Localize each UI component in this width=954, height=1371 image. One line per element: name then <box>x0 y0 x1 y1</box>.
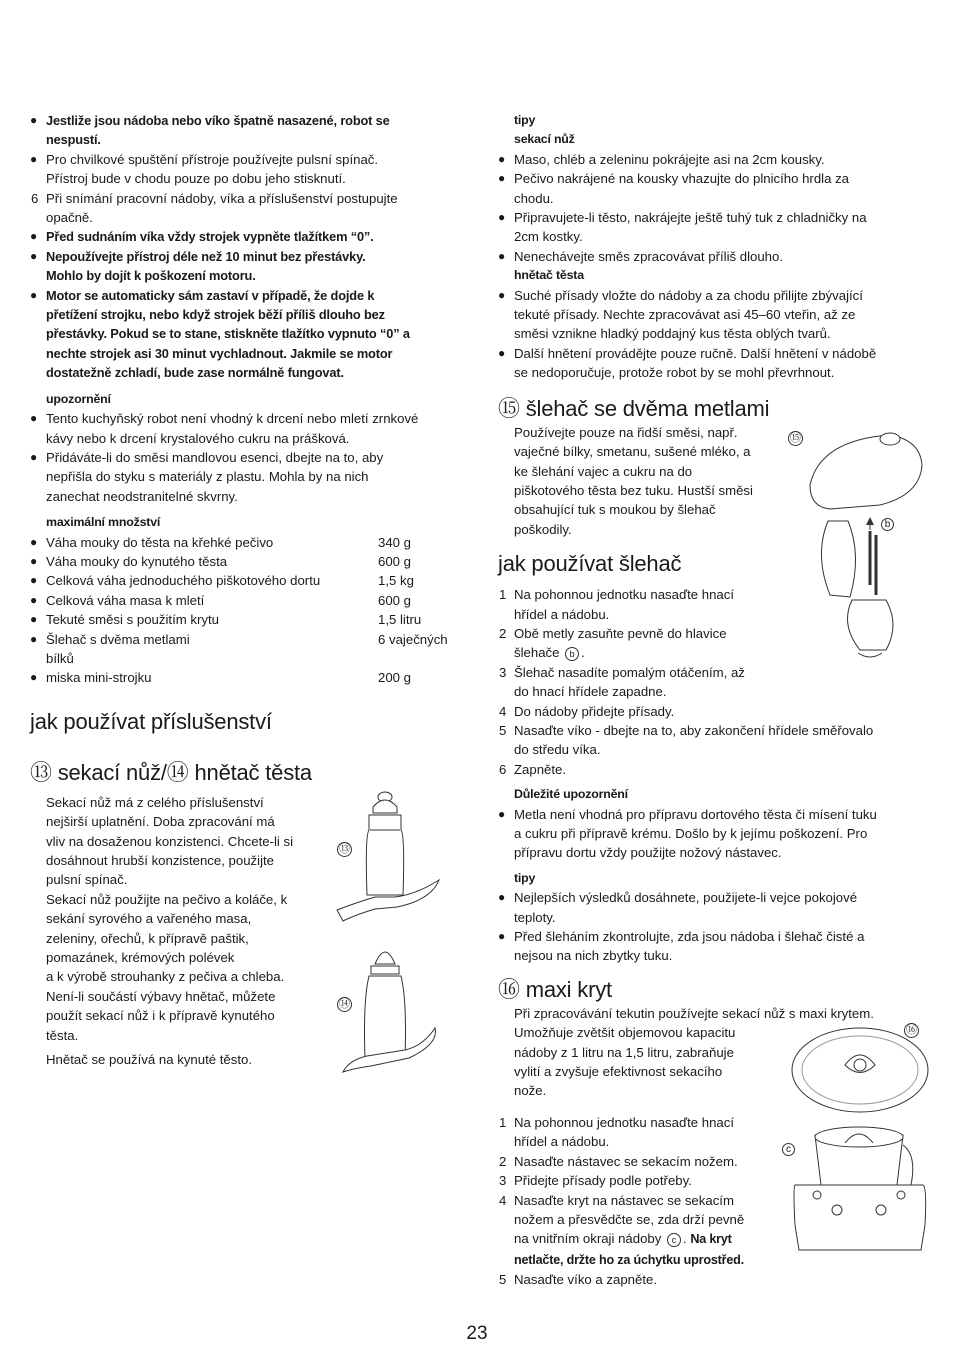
knife-tips-subheading: sekací nůž <box>514 132 575 147</box>
text-line: kávy nebo k drcení krystalového cukru na prášková. <box>46 430 350 446</box>
text-line: nejširší uplatnění. Doba zpracování má <box>46 814 275 830</box>
knife-text2: Hnětač se používá na kynuté těsto. <box>46 1052 252 1068</box>
bullet-icon: ● <box>498 287 506 302</box>
text-line: nespustí. <box>46 132 101 148</box>
text-line: sekání syrového a vařeného masa, <box>46 911 252 927</box>
step-number: 2 <box>499 1153 507 1169</box>
text-line: použít sekací nůž i k přípravě kynutého <box>46 1008 275 1024</box>
bullet-icon: ● <box>498 929 506 944</box>
bullet-icon: ● <box>30 449 38 464</box>
max-row <box>30 610 460 629</box>
text-line: Přidejte přísady podle potřeby. <box>514 1173 692 1189</box>
text-line: přípravu dortu vždy použijte nožový nástavec. <box>514 845 782 861</box>
knife-paragraph <box>46 793 320 1045</box>
text-line: šlehače <box>514 645 560 661</box>
text-line: vliv na dosaženou konzistenci. Chcete-li si <box>46 833 294 849</box>
list-item <box>498 805 923 863</box>
text-line: obsahující tuk s moukou by šlehač <box>514 502 716 518</box>
text-line: Přístroj bude v chodu pouze po dobu jeho stisknutí. <box>46 171 346 187</box>
step-number: 1 <box>499 587 507 603</box>
step-number: 6 <box>499 761 507 777</box>
list-item <box>30 227 460 246</box>
bullet-icon: ● <box>30 631 38 646</box>
bullet-icon: ● <box>30 411 38 426</box>
callout-14: ⑭ <box>339 998 350 1010</box>
text-line: nože. <box>514 1083 547 1099</box>
text-line: Před sudnáním víka vždy strojek vypněte tlažítkem “0”. <box>46 229 374 245</box>
text-line: nepřišla do styku s materiály z plastu. Mohla by na nich <box>46 469 369 485</box>
bullet-icon: ● <box>30 248 38 263</box>
text-line: Není-li součástí výbavy hnětač, můžete <box>46 988 276 1004</box>
step-number: 1 <box>499 1114 507 1130</box>
max-row <box>30 571 460 590</box>
left-top-bullets <box>30 111 460 383</box>
text-line: Při zpracovávání tekutin používejte sekací nůž s maxi krytem. <box>514 1005 874 1021</box>
list-item <box>30 111 460 150</box>
step-number: 6 <box>31 190 39 206</box>
dough-tool-illustration <box>335 940 445 1080</box>
list-item <box>30 189 460 228</box>
text-line: Zapněte. <box>514 761 567 777</box>
max-row <box>30 533 460 552</box>
max-label: Tekuté směsi s použitím krytu <box>46 612 219 628</box>
text-line: zeleniny, ořechů, k přípravě paštik, <box>46 930 249 946</box>
section-title: jak používat příslušenství <box>30 708 272 734</box>
bullet-icon: ● <box>30 534 38 549</box>
text-line: se nedoporučuje, protože robot by se mohl převrhnout. <box>514 365 835 381</box>
text-line: Suché přísady vložte do nádoby a za chodu přilijte zbývající <box>514 287 863 303</box>
text-line: nožem a přesvědčte se, zda drží pevně <box>514 1211 745 1227</box>
text-line: Připravujete-li těsto, nakrájejte ještě tuhý tuk z chladničky na <box>514 210 867 226</box>
max-table <box>30 533 460 688</box>
list-item <box>498 150 923 169</box>
list-item <box>30 448 460 506</box>
text-line: Nasaďte víko a zapněte. <box>514 1272 657 1288</box>
text-line: na vnitřním okraji nádoby <box>514 1231 662 1247</box>
bullet-icon: ● <box>498 248 506 263</box>
tips-heading: tipy <box>514 113 536 127</box>
howto-title: jak používat šlehač <box>498 551 682 577</box>
text-line: Jestliže jsou nádoba nebo víko špatně nasazené, robot se <box>46 113 390 128</box>
bullet-icon: ● <box>30 670 38 685</box>
max-label: Celková váha jednoduchého piškotového dortu <box>46 573 321 589</box>
bold-line: Na kryt <box>690 1232 732 1247</box>
text-line: Pečivo nakrájené na kousky vhazujte do plnicího hrdla za <box>514 171 850 187</box>
text-line: nechte strojek asi 30 minut vychladnout. Jakmile se motor <box>46 345 393 361</box>
bullet-icon: ● <box>30 229 38 244</box>
text-line: Přidáváte-li do směsi mandlovou esenci, dbejte na to, aby <box>46 449 384 465</box>
max-label: Šlehač s dvěma metlami <box>46 631 190 647</box>
bullet-icon: ● <box>498 210 506 225</box>
text-line: pulsní spínač. <box>46 872 128 888</box>
max-value: 1,5 kg <box>378 573 414 589</box>
callout-16: ⑯ <box>906 1024 917 1036</box>
list-item <box>498 286 923 344</box>
callout-13: ⑬ <box>339 843 350 855</box>
text-line: dosáhnout hrubší konzistence, použijte <box>46 853 274 868</box>
text-line: Před šleháním zkontrolujte, zda jsou nádoba i šlehač čisté a <box>514 929 865 945</box>
maxi-title: ⑯ maxi kryt <box>498 976 612 1002</box>
bullet-icon: ● <box>30 113 38 127</box>
circle-marker: b <box>565 647 579 661</box>
text-line: Nenechávejte směs zpracovávat příliš dlouho. <box>514 248 784 264</box>
list-item <box>30 286 460 383</box>
text-line: teploty. <box>514 909 556 925</box>
max-label: Váha mouky do kynutého těsta <box>46 553 228 569</box>
text-line: Sekací nůž má z celého příslušenství <box>46 794 264 810</box>
max-label: Váha mouky do těsta na křehké pečivo <box>46 534 274 550</box>
list-item <box>30 247 460 286</box>
list-item <box>498 344 923 383</box>
list-item <box>498 208 923 247</box>
list-item <box>498 888 923 927</box>
knife-title: ⑬ sekací nůž/⑭ hnětač těsta <box>30 759 312 785</box>
callout-b: b <box>881 518 894 531</box>
step-item <box>498 760 923 779</box>
max-row <box>30 668 460 687</box>
bullet-icon: ● <box>30 151 38 166</box>
dough-tips-list <box>498 286 923 383</box>
text-line: Další hnětení provádějte pouze ručně. Další hnětení v nádobě <box>514 345 877 361</box>
list-item <box>498 247 923 266</box>
step-number: 3 <box>499 664 507 680</box>
text-line: hřídel a nádobu. <box>514 1134 610 1150</box>
important-heading: Důležité upozornění <box>514 787 628 802</box>
knife-text <box>30 793 320 1045</box>
tips2-heading: tipy <box>514 870 536 885</box>
step-number: 5 <box>499 722 507 738</box>
bullet-icon: ● <box>498 345 506 360</box>
text-line: Metla není vhodná pro přípravu dortového těsta či mísení tuku <box>514 806 877 822</box>
text-line: Mohlo by dojít k poškození motoru. <box>46 268 256 284</box>
text-line: Pro chvilkové spuštění přístroje používejte pulsní spínač. <box>46 151 379 167</box>
knife-tips-list <box>498 150 923 266</box>
max-row <box>30 552 460 571</box>
bullet-icon: ● <box>498 151 506 166</box>
step-number: 5 <box>499 1272 507 1288</box>
text-line: přestávky. Pokud se to stane, stiskněte tlažítko vypnuto “0” a <box>46 326 410 342</box>
list-item <box>30 150 460 189</box>
bullet-icon: ● <box>30 553 38 568</box>
text-line: a cukru při přípravě krému. Došlo by k jejímu poškození. Pro <box>514 826 868 841</box>
text-line: piškotového těsta bez tuku. Hustší směsi <box>514 482 753 498</box>
text-line: zanechat neodstranitelné skvrny. <box>46 488 238 504</box>
text-tail: . <box>581 645 585 661</box>
list-item <box>498 169 923 208</box>
callout-15: ⑮ <box>790 432 801 444</box>
max-row-wrap: bílků <box>46 650 74 666</box>
text-line: Šlehač nasadíte pomalým otáčením, až <box>514 664 745 680</box>
text-line: a k výrobě strouhanky z pečiva a chleba. <box>46 969 285 985</box>
text-line: Nepoužívejte přístroj déle než 10 minut bez přestávky. <box>46 248 366 264</box>
step-item <box>498 702 923 721</box>
warning-heading: upozornění <box>46 391 111 406</box>
text-line: Nasaďte nástavec se sekacím nožem. <box>514 1153 738 1169</box>
warning-list <box>30 409 460 506</box>
step-number: 3 <box>499 1173 507 1189</box>
max-row <box>30 591 460 610</box>
step-number: 4 <box>499 703 507 719</box>
text-line: 2cm kostky. <box>514 229 583 245</box>
max-row <box>30 630 460 649</box>
text-line: Nasaďte víko - dbejte na to, aby zakončení hřídele směřovalo <box>514 722 874 738</box>
max-value: 600 g <box>378 592 412 608</box>
max-heading: maximální množství <box>46 515 161 530</box>
text-line: Obě metly zasuňte pevně do hlavice <box>514 625 727 641</box>
bullet-icon: ● <box>498 806 506 821</box>
max-value: 200 g <box>378 670 412 686</box>
text-line: poškodily. <box>514 521 572 537</box>
whisk-title: ⑮ šlehač se dvěma metlami <box>498 395 770 421</box>
text-line: opačně. <box>46 210 93 226</box>
text-line: do středu víka. <box>514 742 601 758</box>
bullet-icon: ● <box>498 171 506 186</box>
text-line: těsta. <box>46 1027 79 1043</box>
text-line: přetížení strojku, nebo když strojek běží příliš dlouho bez <box>46 307 385 323</box>
callout-c: c <box>782 1143 795 1156</box>
bold-line: netlačte, držte ho za úchytku uprostřed. <box>514 1252 744 1267</box>
text-line: Používejte pouze na řidší směsi, např. <box>514 424 738 440</box>
bullet-icon: ● <box>30 592 38 607</box>
text-line: Sekací nůž použijte na pečivo a koláče, k <box>46 891 288 907</box>
text-line: vaječné bílky, smetanu, sušené mléko, a <box>514 444 751 460</box>
bullet-icon: ● <box>30 612 38 627</box>
list-item <box>498 927 923 966</box>
important-list <box>498 805 923 863</box>
text-line: nádoby z 1 litru na 1,5 litru, zabraňuje <box>514 1044 734 1060</box>
chopping-knife-illustration <box>335 785 445 930</box>
max-value: 600 g <box>378 553 412 569</box>
bullet-icon: ● <box>30 573 38 588</box>
max-value: 6 vaječných <box>378 631 448 647</box>
text-line: hřídel a nádobu. <box>514 606 610 622</box>
text-line: Do nádoby přidejte přísady. <box>514 703 675 719</box>
dough-tips-subheading: hnětač těsta <box>514 268 584 283</box>
text-line: Na pohonnou jednotku nasaďte hnací <box>514 587 735 603</box>
bullet-icon: ● <box>498 890 506 905</box>
whisk-illustration <box>800 425 930 680</box>
max-label: Celková váha masa k mletí <box>46 592 205 608</box>
step-number: 2 <box>499 625 507 641</box>
page-number: 23 <box>466 1323 488 1344</box>
list-item <box>30 409 460 448</box>
max-value: 1,5 litru <box>378 612 422 628</box>
text-line: dostatežně zchladí, bude zase normálně fungovat. <box>46 365 344 381</box>
bullet-icon: ● <box>30 287 38 302</box>
text-tail: . <box>683 1231 687 1247</box>
text-line: Tento kuchyňský robot není vhodný k drcení nebo mletí zrnkové <box>46 411 419 427</box>
text-line: tekuté přísady. Nechte zpracovávat asi 45–60 vteřin, až ze <box>514 307 856 323</box>
text-line: pomazánek, krémových polévek <box>46 950 235 966</box>
text-line: Maso, chléb a zeleninu pokrájejte asi na 2cm kousky. <box>514 151 825 167</box>
text-line: nejsou na nich zbytky tuku. <box>514 948 673 964</box>
text-line: Motor se automaticky sám zastaví v případě, že dojde k <box>46 287 375 303</box>
maxi-lid-illustration <box>785 1025 930 1265</box>
text-line: do hnací hřídele zapadne. <box>514 684 667 700</box>
text-line: Na pohonnou jednotku nasaďte hnací <box>514 1114 735 1130</box>
step-item <box>498 1270 923 1289</box>
circle-marker: c <box>667 1233 681 1247</box>
text-line: ke šlehání vajec a cukru na do <box>514 463 693 479</box>
step-number: 4 <box>499 1192 507 1208</box>
text-line: Při snímání pracovní nádoby, víka a příslušenství postupujte <box>46 190 398 206</box>
step-item <box>498 721 923 760</box>
text-line: vylití a zvyšuje efektivnost sekacího <box>514 1064 723 1080</box>
text-line: Umožňuje zvětšit objemovou kapacitu <box>514 1025 736 1041</box>
tips2-list <box>498 888 923 966</box>
max-label: miska mini-strojku <box>46 670 152 686</box>
text-line: Nejlepších výsledků dosáhnete, použijete-li vejce pokojové <box>514 890 858 906</box>
text-line: Nasaďte kryt na nástavec se sekacím <box>514 1192 734 1208</box>
max-value: 340 g <box>378 534 412 550</box>
text-line: chodu. <box>514 190 554 206</box>
text-line: směsi vznikne hladký poddajný kus těsta oblých tvarů. <box>514 326 831 342</box>
